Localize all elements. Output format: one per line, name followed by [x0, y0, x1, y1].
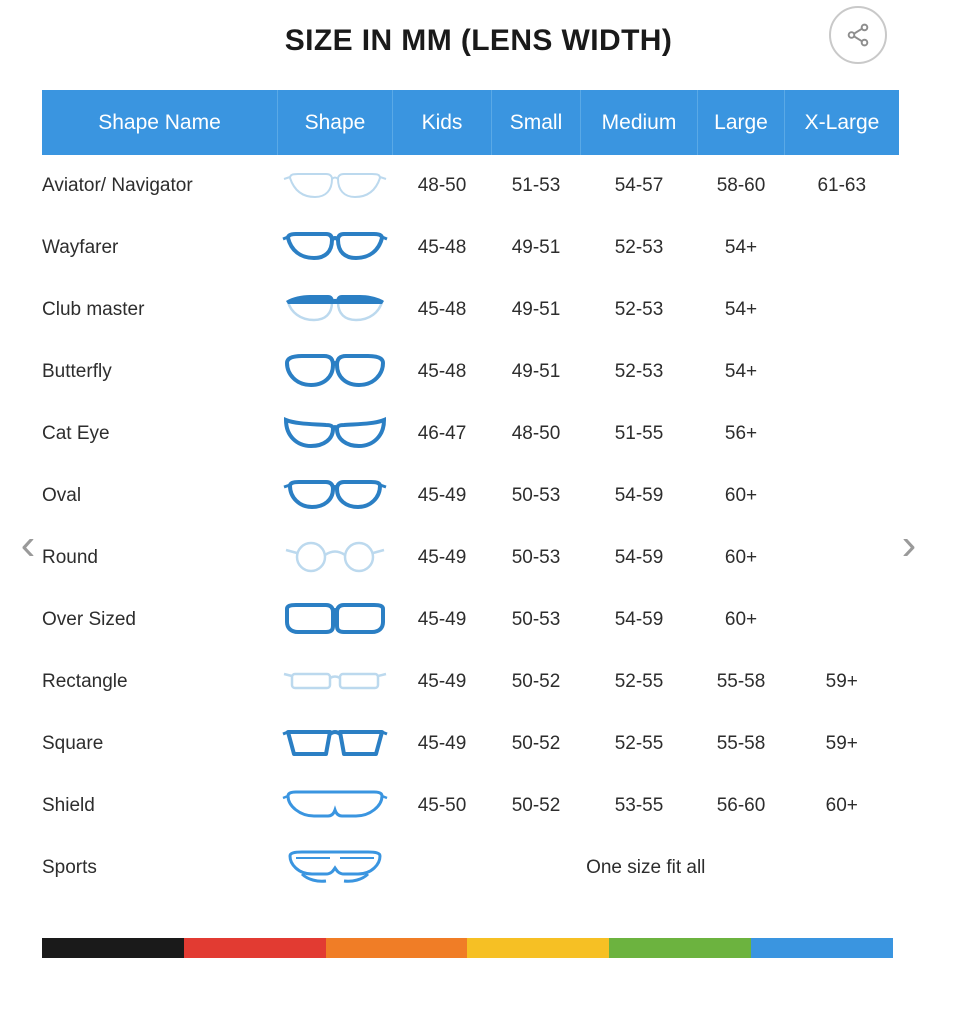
- next-arrow[interactable]: ›: [901, 520, 917, 569]
- butterfly-glasses-icon: [278, 341, 393, 403]
- row-label: Shield: [42, 775, 278, 837]
- table-row: [42, 155, 899, 217]
- wayfarer-glasses-icon: [278, 217, 393, 279]
- column-header-medium: Medium: [581, 90, 698, 155]
- row-label: Aviator/ Navigator: [42, 155, 278, 217]
- row-label: Oval: [42, 465, 278, 527]
- cell-kids: 45-50: [393, 775, 492, 837]
- column-header-xlarge: X-Large: [785, 90, 900, 155]
- cell-xlarge: 59+: [785, 651, 900, 713]
- cell-large: 55-58: [698, 713, 785, 775]
- cell-kids: 48-50: [393, 155, 492, 217]
- table-row: [42, 279, 899, 341]
- row-label: Round: [42, 527, 278, 589]
- color-strip: [42, 938, 893, 958]
- column-header-kids: Kids: [393, 90, 492, 155]
- table-row: [42, 775, 899, 837]
- round-glasses-icon: [278, 527, 393, 589]
- cell-small: 49-51: [492, 217, 581, 279]
- cell-medium: 52-53: [581, 341, 698, 403]
- cell-small: 50-52: [492, 775, 581, 837]
- cell-medium: 54-59: [581, 589, 698, 651]
- cell-kids: 45-48: [393, 341, 492, 403]
- bottom-spacer: [0, 976, 957, 1024]
- prev-arrow[interactable]: ‹: [20, 520, 36, 569]
- cell-small: 49-51: [492, 279, 581, 341]
- cell-small: 50-53: [492, 589, 581, 651]
- color-swatch-red: [184, 938, 326, 958]
- cell-medium: 54-59: [581, 465, 698, 527]
- page-title: SIZE IN MM (LENS WIDTH): [284, 24, 673, 57]
- clubmaster-glasses-icon: [278, 279, 393, 341]
- cell-large: 54+: [698, 217, 785, 279]
- shield-glasses-icon: [278, 775, 393, 837]
- color-swatch-black: [42, 938, 184, 958]
- cell-large: 56-60: [698, 775, 785, 837]
- aviator-glasses-icon: [278, 155, 393, 217]
- cell-kids: 46-47: [393, 403, 492, 465]
- cell-large: 54+: [698, 279, 785, 341]
- cell-medium: 52-53: [581, 279, 698, 341]
- cell-xlarge: [785, 403, 900, 465]
- cell-xlarge: [785, 279, 900, 341]
- oval-glasses-icon: [278, 465, 393, 527]
- table-body: [42, 155, 899, 899]
- row-label: Wayfarer: [42, 217, 278, 279]
- cell-large: 60+: [698, 465, 785, 527]
- cell-xlarge: 60+: [785, 775, 900, 837]
- cell-medium: 52-55: [581, 651, 698, 713]
- cateye-glasses-icon: [278, 403, 393, 465]
- cell-medium: 52-53: [581, 217, 698, 279]
- sports-glasses-icon: [278, 837, 393, 899]
- table-row: [42, 341, 899, 403]
- cell-medium: 54-57: [581, 155, 698, 217]
- cell-xlarge: [785, 341, 900, 403]
- row-label: Rectangle: [42, 651, 278, 713]
- table-row: [42, 651, 899, 713]
- color-swatch-blue: [751, 938, 893, 958]
- cell-xlarge: [785, 589, 900, 651]
- cell-large: 54+: [698, 341, 785, 403]
- cell-large: 55-58: [698, 651, 785, 713]
- cell-kids: 45-49: [393, 713, 492, 775]
- size-table: [42, 90, 899, 899]
- cell-small: 50-53: [492, 465, 581, 527]
- cell-large: 58-60: [698, 155, 785, 217]
- color-swatch-orange: [326, 938, 468, 958]
- cell-xlarge: [785, 217, 900, 279]
- table-row: [42, 403, 899, 465]
- cell-kids: 45-49: [393, 589, 492, 651]
- table-row: [42, 527, 899, 589]
- cell-small: 50-52: [492, 651, 581, 713]
- column-header-shape-name: Shape Name: [42, 90, 278, 155]
- column-header-large: Large: [698, 90, 785, 155]
- table-row: [42, 465, 899, 527]
- row-label: Club master: [42, 279, 278, 341]
- cell-small: 50-52: [492, 713, 581, 775]
- size-chart-card: [42, 90, 893, 899]
- oversized-glasses-icon: [278, 589, 393, 651]
- table-row: [42, 217, 899, 279]
- cell-medium: 52-55: [581, 713, 698, 775]
- cell-kids: 45-49: [393, 465, 492, 527]
- cell-xlarge: 59+: [785, 713, 900, 775]
- table-header: [42, 90, 899, 155]
- share-icon: [845, 22, 871, 48]
- share-button[interactable]: [829, 6, 887, 64]
- cell-small: 51-53: [492, 155, 581, 217]
- color-swatch-green: [609, 938, 751, 958]
- cell-xlarge: [785, 465, 900, 527]
- cell-small: 50-53: [492, 527, 581, 589]
- cell-kids: 45-49: [393, 651, 492, 713]
- cell-medium: 51-55: [581, 403, 698, 465]
- cell-xlarge: [785, 527, 900, 589]
- cell-medium: 54-59: [581, 527, 698, 589]
- table-row: [42, 713, 899, 775]
- cell-large: 60+: [698, 527, 785, 589]
- square-glasses-icon: [278, 713, 393, 775]
- column-header-small: Small: [492, 90, 581, 155]
- row-label: Butterfly: [42, 341, 278, 403]
- cell-kids: 45-48: [393, 279, 492, 341]
- row-label: Sports: [42, 837, 278, 899]
- table-header-row: [42, 90, 899, 155]
- color-swatch-yellow: [467, 938, 609, 958]
- cell-large: 60+: [698, 589, 785, 651]
- table-row: [42, 589, 899, 651]
- cell-small: 49-51: [492, 341, 581, 403]
- title-bar: [0, 0, 957, 86]
- row-label: Cat Eye: [42, 403, 278, 465]
- table-row: [42, 837, 899, 899]
- cell-large: 56+: [698, 403, 785, 465]
- cell-kids: 45-48: [393, 217, 492, 279]
- row-label: Over Sized: [42, 589, 278, 651]
- rectangle-glasses-icon: [278, 651, 393, 713]
- cell-xlarge: 61-63: [785, 155, 900, 217]
- column-header-shape: Shape: [278, 90, 393, 155]
- row-label: Square: [42, 713, 278, 775]
- cell-kids: 45-49: [393, 527, 492, 589]
- cell-small: 48-50: [492, 403, 581, 465]
- cell-medium: 53-55: [581, 775, 698, 837]
- cell-one-size-fit-all: One size fit all: [393, 837, 900, 899]
